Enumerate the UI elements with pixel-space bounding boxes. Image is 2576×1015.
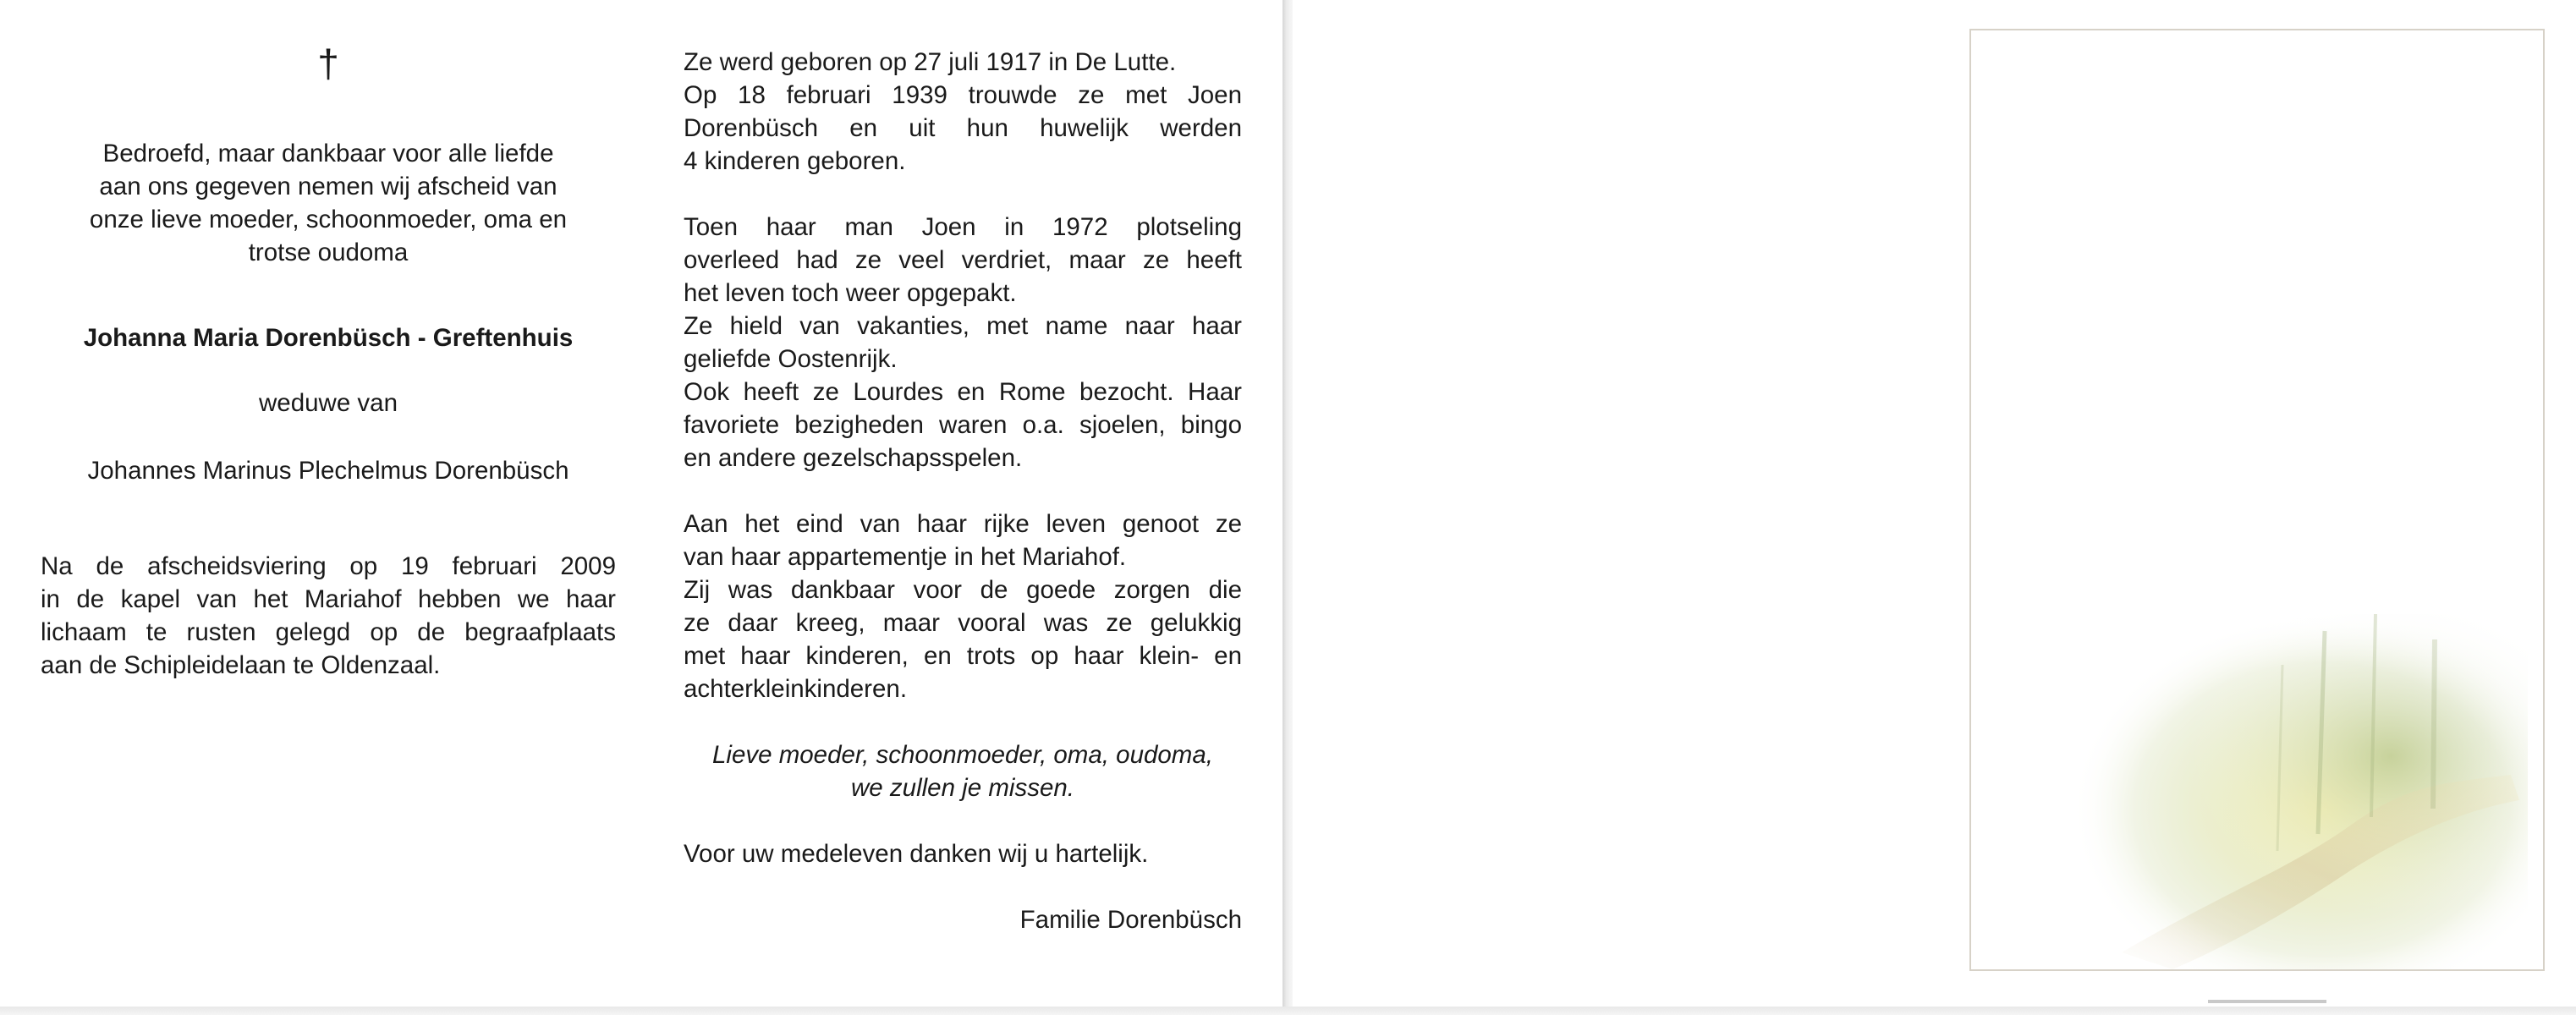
card-fold [1283,0,1293,1011]
story-line: Aan het eind van haar rijke leven genoot ze [684,510,1242,538]
ceremony-line: in de kapel van het Mariahof hebben we haar [41,585,616,613]
intro-line: onze lieve moeder, schoonmoeder, oma en [89,206,568,233]
card-inner-left [0,0,1283,1007]
scan-edge-mark [2208,1000,2326,1003]
ceremony-line: Na de afscheidsviering op 19 februari 2009 [41,552,616,580]
widow-of-label: weduwe van [259,389,398,417]
intro-line: Bedroefd, maar dankbaar voor alle liefde [102,140,554,167]
intro-line: trotse oudoma [248,239,409,266]
story-line: ze daar kreeg, maar vooral was ze gelukkig [684,609,1242,637]
story-line: overleed had ze veel verdriet, maar ze heeft [684,246,1242,274]
ceremony-line: lichaam te rusten gelegd op de begraafplaats [41,618,616,646]
forest-path-image [2071,614,2528,969]
husband-name: Johannes Marinus Plechelmus Dorenbüsch [87,457,569,485]
farewell-text [684,738,1242,804]
story-line: 4 kinderen geboren. [684,147,906,175]
final-years-paragraph [684,508,1242,705]
story-line: Dorenbüsch en uit hun huwelijk werden [684,114,1242,142]
panel-announcement [41,41,616,682]
story-line: favoriete bezigheden waren o.a. sjoelen, bingo [684,411,1242,439]
farewell-line: we zullen je missen. [851,774,1074,802]
story-line: met haar kinderen, en trots op haar klein- en [684,642,1242,670]
story-line: achterkleinkinderen. [684,675,908,703]
story-line: Ze hield van vakanties, met name naar haar [684,312,1242,340]
later-life-paragraph [684,211,1242,475]
story-line: Toen haar man Joen in 1972 plotseling [684,213,1242,241]
intro-text [41,137,616,269]
family-signature: Familie Dorenbüsch [1019,906,1242,934]
story-line: en andere gezelschapsspelen. [684,444,1023,472]
cross-icon: † [317,41,339,85]
farewell-line: Lieve moeder, schoonmoeder, oma, oudoma, [711,741,1213,769]
story-line: geliefde Oostenrijk. [684,345,898,373]
story-line: Zij was dankbaar voor de goede zorgen die [684,576,1242,604]
story-line: Ook heeft ze Lourdes en Rome bezocht. Haar [684,378,1242,406]
photo-frame [1969,29,2545,971]
birth-marriage-paragraph [684,46,1242,178]
story-line: Op 18 februari 1939 trouwde ze met Joen [684,81,1242,109]
thanks-text: Voor uw medeleven danken wij u hartelijk. [684,840,1149,868]
ceremony-line: aan de Schipleidelaan te Oldenzaal. [41,651,441,679]
story-line: het leven toch weer opgepakt. [684,279,1017,307]
scan-bottom-edge [0,1007,2576,1015]
panel-life-story [684,46,1242,936]
ceremony-text [41,550,616,682]
intro-line: aan ons gegeven nemen wij afscheid van [99,173,557,200]
deceased-name: Johanna Maria Dorenbüsch - Greftenhuis [83,324,574,352]
story-line: Ze werd geboren op 27 juli 1917 in De Lutte. [684,48,1177,76]
story-line: van haar appartementje in het Mariahof. [684,543,1127,571]
